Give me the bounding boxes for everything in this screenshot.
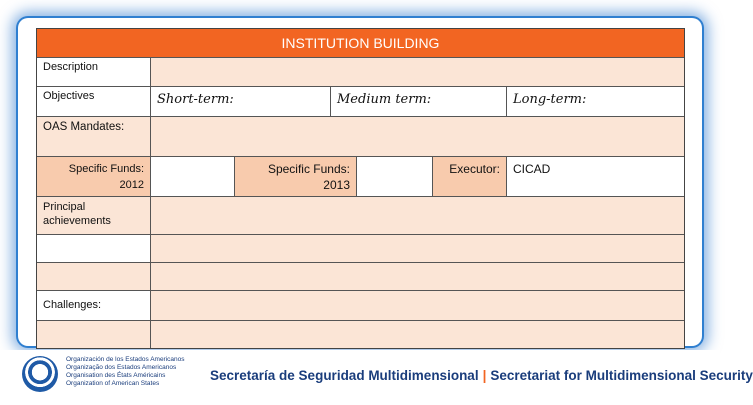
institution-table: [36, 28, 685, 349]
blank-label-1: [37, 235, 151, 263]
oas-name-es: Organización de los Estados Americanos: [66, 356, 185, 363]
description-label: Description: [37, 58, 151, 87]
long-term-cell: Long-term:: [507, 87, 684, 117]
blank-label-3: [37, 321, 151, 348]
challenges-label: Challenges:: [37, 291, 151, 321]
oas-name-en: Organization of American States: [66, 380, 160, 387]
secretariat-separator: |: [482, 368, 487, 383]
table-title: INSTITUTION BUILDING: [37, 29, 684, 58]
oas-name-fr: Organisation des États Américains: [66, 372, 166, 379]
executor-value: CICAD: [507, 157, 684, 197]
achievements-label: Principal achievements: [37, 197, 151, 235]
oas-mandates-cell: [151, 117, 684, 157]
funds-2012-value: [151, 157, 235, 197]
funds-2013-value: [357, 157, 433, 197]
oas-names: [66, 356, 185, 388]
executor-label: Executor:: [433, 157, 507, 197]
challenges-cell: [151, 291, 684, 321]
secretariat-en: Secretariat for Multidimensional Security: [490, 368, 753, 383]
blank-cell-2: [151, 263, 684, 291]
description-cell: [151, 58, 684, 87]
objectives-label: Objectives: [37, 87, 151, 117]
oas-mandates-label: OAS Mandates:: [37, 117, 151, 157]
secretariat-title: [210, 368, 753, 383]
blank-cell-3: [151, 321, 684, 348]
blank-label-2: [37, 263, 151, 291]
funds-2013-label: Specific Funds: 2013: [235, 157, 357, 197]
short-term-cell: Short-term:: [151, 87, 331, 117]
medium-term-cell: Medium term:: [331, 87, 507, 117]
funds-2012-label: Specific Funds: 2012: [37, 157, 151, 197]
blank-cell-1: [151, 235, 684, 263]
oas-seal-icon: [22, 356, 58, 392]
achievements-cell: [151, 197, 684, 235]
oas-name-pt: Organização dos Estados Americanos: [66, 364, 177, 371]
secretariat-es: Secretaría de Seguridad Multidimensional: [210, 368, 479, 383]
